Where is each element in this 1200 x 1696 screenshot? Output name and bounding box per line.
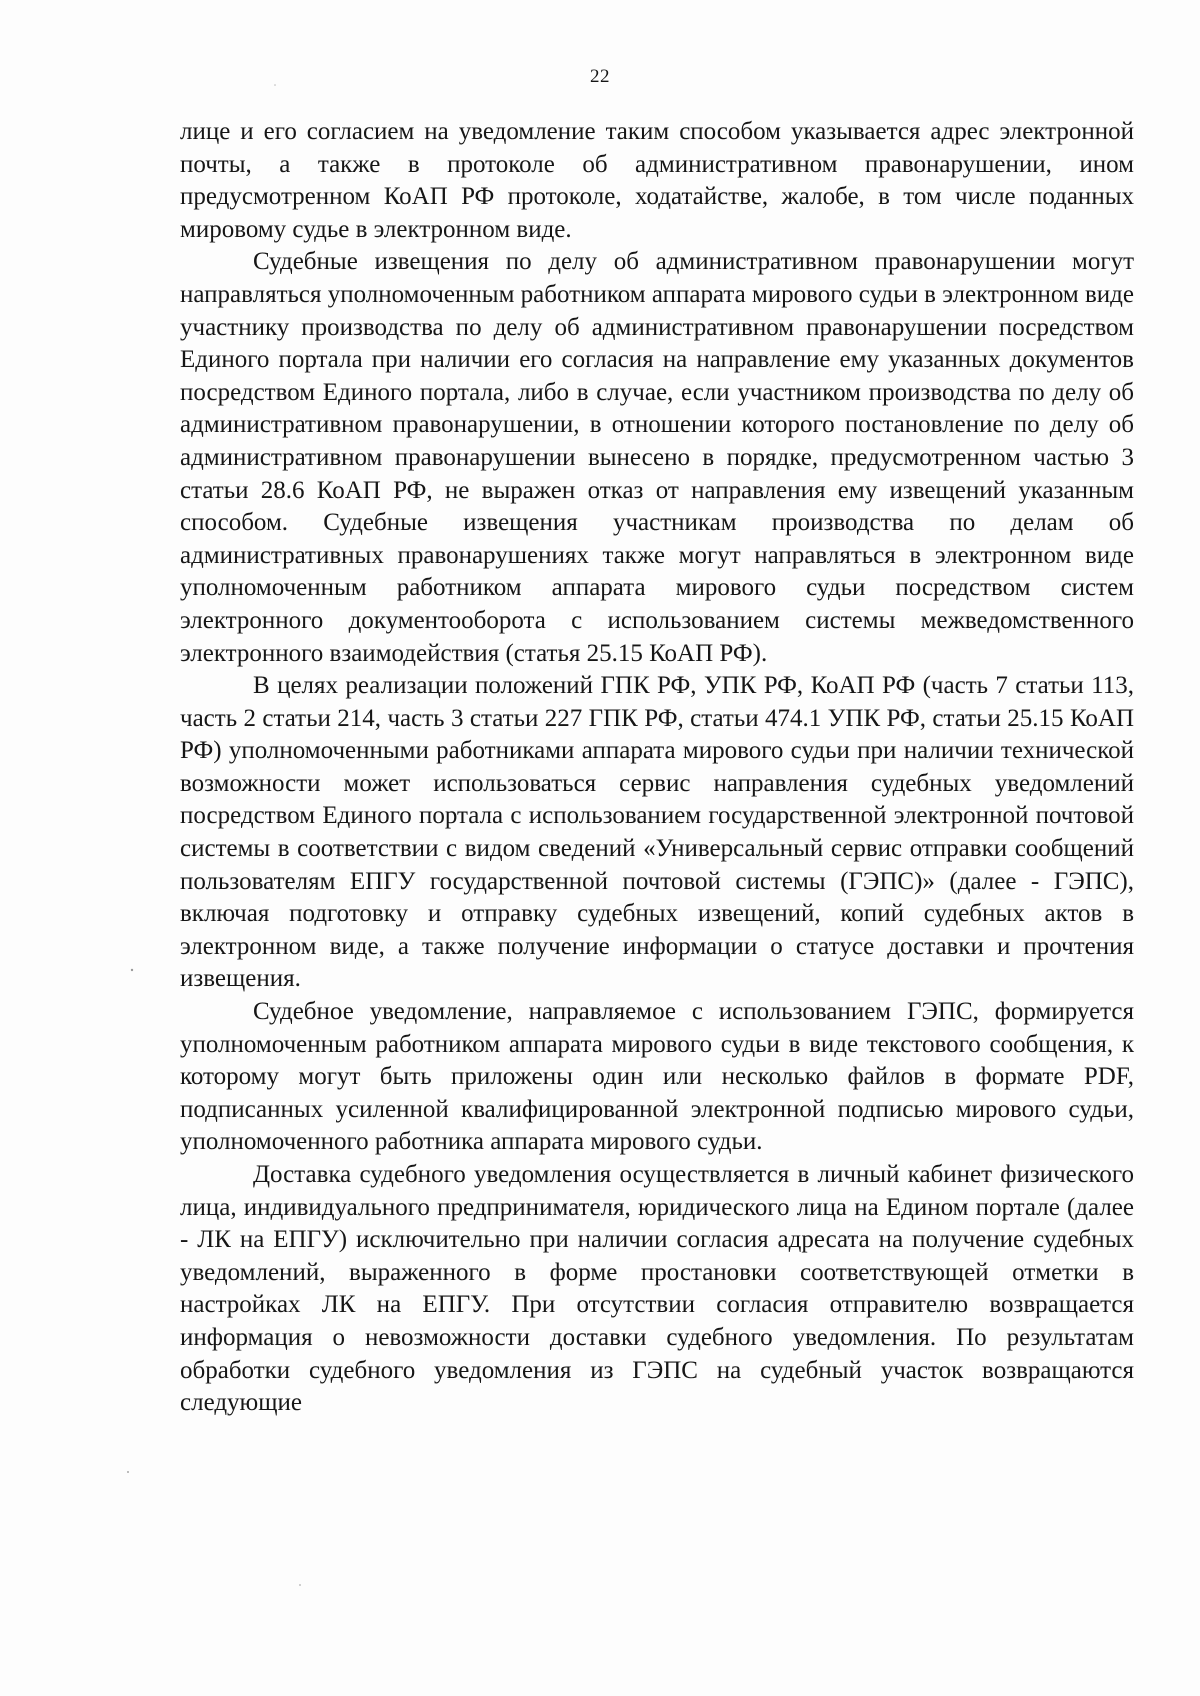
paragraph-1: лице и его согласием на уведомление таким способом указывается адрес электронной почты, а также в протоколе об административном правонарушении, ином предусмотренном КоАП РФ протоколе, ходатайстве, жалобе, в том числе поданных мировому судье в электронном виде.: [180, 118, 1134, 243]
document-body: [180, 116, 1134, 1420]
paragraph-4: Судебное уведомление, направляемое с использованием ГЭПС, формируется уполномоченным работником аппарата мирового судьи в виде текстового сообщения, к которому могут быть приложены один или несколько файлов в формате PDF, подписанных усиленной квалифицированной электронной подписью мирового судьи, уполномоченного работника аппарата мирового судьи.: [180, 998, 1134, 1156]
paragraph-2: Судебные извещения по делу об административном правонарушении могут направляться уполномоченным работником аппарата мирового судьи в электронном виде участнику производства по делу об административном правонарушении посредством Единого портала при наличии его согласия на направление ему указанных документов посредством Единого портала, либо в случае, если участником производства по делу об административном правонарушении, в отношении которого постановление по делу об административном правонарушении вынесено в порядке, предусмотренном частью 3 статьи 28.6 КоАП РФ, не выражен отказ от направления ему извещений указанным способом. Судебные извещения участникам производства по делам об административных правонарушениях также могут направляться в электронном виде уполномоченным работником аппарата мирового судьи посредством систем электронного документооборота с использованием системы межведомственного электронного взаимодействия (статья 25.15 КоАП РФ).: [180, 248, 1134, 667]
paragraph-3: В целях реализации положений ГПК РФ, УПК РФ, КоАП РФ (часть 7 статьи 113, часть 2 статьи 214, часть 3 статьи 227 ГПК РФ, статьи 474.1 УПК РФ, статьи 25.15 КоАП РФ) уполномоченными работниками аппарата мирового судьи при наличии технической возможности может использоваться сервис направления судебных уведомлений посредством Единого портала с использованием государственной электронной почтовой системы в соответствии с видом сведений «Универсальный сервис отправки сообщений пользователям ЕПГУ государственной почтовой системы (ГЭПС)» (далее - ГЭПС), включая подготовку и отправку судебных извещений, копий судебных актов в электронном виде, а также получение информации о статусе доставки и прочтения извещения.: [180, 672, 1134, 993]
page-number: 22: [590, 66, 610, 87]
paragraph-5: Доставка судебного уведомления осуществляется в личный кабинет физического лица, индивидуального предпринимателя, юридического лица на Едином портале (далее - ЛК на ЕПГУ) исключительно при наличии согласия адресата на получение судебных уведомлений, выраженного в форме простановки соответствующей отметки в настройках ЛК на ЕПГУ. При отсутствии согласия отправителю возвращается информация о невозможности доставки судебного уведомления. По результатам обработки судебного уведомления из ГЭПС на судебный участок возвращаются следующие: [180, 1161, 1134, 1417]
